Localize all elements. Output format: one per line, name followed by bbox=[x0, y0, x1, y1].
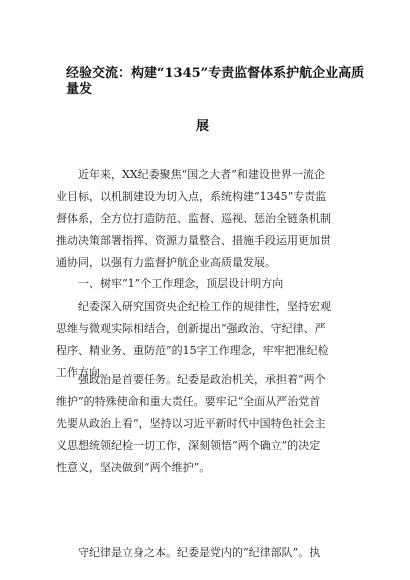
paragraph-line: 思维与微观实际相结合，创新提出“强政治、守纪律、严 bbox=[56, 322, 326, 335]
paragraph-line: 工作方向。 bbox=[56, 366, 111, 379]
paragraph-line: 推动决策部署指挥、资源力量整合、措施手段运用更加贯 bbox=[56, 234, 331, 247]
paragraph-discipline bbox=[56, 542, 356, 564]
paragraph-line: 督体系，全方位打造防范、监督、巡视、惩治全链条机制 bbox=[56, 212, 331, 225]
section-heading bbox=[56, 273, 356, 295]
document-title-line-2: 展 bbox=[196, 119, 210, 134]
paragraph-line: 通协同，以强有力监督护航企业高质量发展。 bbox=[56, 256, 276, 269]
paragraph-line: 义思想统领纪检一切工作，深刻领悟“两个确立”的决定 bbox=[56, 439, 321, 452]
paragraph-line: 业目标，以机制建设为切入点，系统构建“1345”专责监 bbox=[56, 190, 327, 203]
paragraph-line: 近年来，XX纪委聚焦“国之大者”和建设世界一流企 bbox=[78, 168, 325, 181]
paragraph-line: 维护”的特殊使命和重大责任。要牢记“全面从严治党首 bbox=[56, 395, 321, 408]
paragraph-line: 强政治是首要任务。纪委是政治机关，承担着“两个 bbox=[78, 373, 326, 386]
paragraph-line: 性意义，坚决做到“两个维护”。 bbox=[56, 461, 211, 474]
paragraph-intro bbox=[56, 164, 356, 274]
paragraph-politics bbox=[56, 369, 356, 479]
paragraph-line: 纪委深入研究国资央企纪检工作的规律性，坚持宏观 bbox=[78, 300, 331, 313]
paragraph-line: 程序、精业务、重防范”的15字工作理念，牢牢把准纪检 bbox=[56, 344, 329, 357]
section-heading-text: 一、树牢“1”个工作理念，顶层设计明方向 bbox=[78, 277, 284, 290]
document-title-line-1: 经验交流：构建“1345”专责监督体系护航企业高质量发 bbox=[66, 66, 365, 97]
paragraph-line: 守纪律是立身之本。纪委是党内的“纪律部队”。执 bbox=[78, 546, 321, 559]
paragraph-line: 先要从政治上看”，坚持以习近平新时代中国特色社会主 bbox=[56, 417, 326, 430]
